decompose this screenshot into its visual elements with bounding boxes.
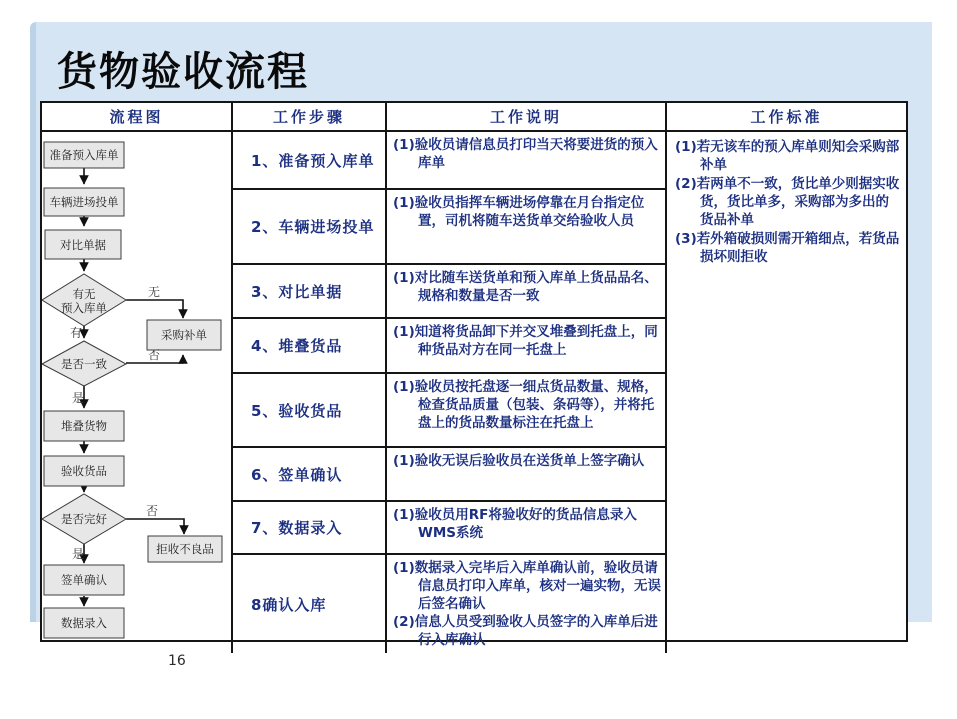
header-description: 工作说明 <box>387 103 667 132</box>
header-steps: 工作步骤 <box>233 103 387 132</box>
step-3: 3、对比单据 <box>233 265 387 319</box>
step-7: 7、数据录入 <box>233 502 387 555</box>
step-5: 5、验收货品 <box>233 374 387 448</box>
standards-cell <box>667 132 906 653</box>
description-line: (1)验收员请信息员打印当天将要进货的预入库单 <box>393 137 658 171</box>
step-2: 2、车辆进场投单 <box>233 190 387 265</box>
standard-line: (2)若两单不一致，货比单少则据实收货，货比单多，采购部为多出的货品补单 <box>675 176 900 229</box>
description-2 <box>387 190 667 265</box>
flow-box-sign-label: 签单确认 <box>61 573 107 587</box>
page-title: 货物验收流程 <box>57 48 309 95</box>
description-line: (1)验收员指挥车辆进场停靠在月台指定位置，司机将随车送货单交给验收人员 <box>393 195 645 229</box>
description-3 <box>387 265 667 319</box>
flow-box-reject-label: 拒收不良品 <box>156 542 214 556</box>
description-line: (1)验收员按托盘逐一细点货品数量、规格，检查货品质量（包装、条码等），并将托盘上的货品数量标注在托盘上 <box>393 379 658 431</box>
branch-label-none: 无 <box>148 285 161 299</box>
flow-box-compare-label: 对比单据 <box>60 238 106 252</box>
page-number: 16 <box>168 653 186 669</box>
description-line: (1)知道将货品卸下并交叉堆叠到托盘上，同种货品对方在同一托盘上 <box>393 324 658 358</box>
branch-label-yes-2: 是 <box>72 547 85 561</box>
flow-diamond-consistent-label: 是否一致 <box>61 357 107 371</box>
description-1 <box>387 132 667 190</box>
step-6: 6、签单确认 <box>233 448 387 502</box>
description-5 <box>387 374 667 448</box>
flow-box-data-entry-label: 数据录入 <box>61 616 107 630</box>
connector-none-branch <box>126 300 183 318</box>
step-8: 8确认入库 <box>233 555 387 653</box>
description-line: (1)数据录入完毕后入库单确认前，验收员请信息员打印入库单，核对一遍实物，无误后签名确认 <box>393 560 661 612</box>
step-1: 1、准备预入库单 <box>233 132 387 190</box>
description-line: (1)验收无误后验收员在送货单上签字确认 <box>393 453 645 469</box>
standard-line: (1)若无该车的预入库单则知会采购部补单 <box>675 139 900 174</box>
header-standards: 工作标准 <box>667 103 906 132</box>
flow-box-stack-label: 堆叠货物 <box>61 419 107 433</box>
flow-box-vehicle-label: 车辆进场投单 <box>49 195 119 209</box>
flow-diamond-has-preorder-label2: 预入库单 <box>61 301 107 315</box>
description-7 <box>387 502 667 555</box>
branch-label-no-1: 否 <box>148 348 161 362</box>
branch-label-have: 有 <box>70 326 83 340</box>
standard-line: (3)若外箱破损则需开箱细点，若货品损坏则拒收 <box>675 231 900 266</box>
flow-box-prepare-label: 准备预入库单 <box>49 148 119 162</box>
process-table <box>40 101 908 649</box>
description-4 <box>387 319 667 374</box>
flow-box-inspect-label: 验收货品 <box>61 464 107 478</box>
description-line: (2)信息人员受到验收人员签字的入库单后进行入库确认 <box>393 614 658 649</box>
description-line: (1)验收员用RF将验收好的货品信息录入WMS系统 <box>393 507 637 541</box>
description-8 <box>387 555 667 653</box>
flow-diamond-has-preorder-label1: 有无 <box>72 287 96 301</box>
description-6 <box>387 448 667 502</box>
flow-box-purchase-supplement-label: 采购补单 <box>161 328 207 342</box>
flowchart-cell <box>42 132 233 653</box>
connector-no-branch-2 <box>126 519 184 534</box>
branch-label-no-2: 否 <box>146 504 159 518</box>
header-flowchart: 流程图 <box>42 103 233 132</box>
branch-label-yes-1: 是 <box>72 391 85 405</box>
flowchart <box>42 134 231 644</box>
description-line: (1)对比随车送货单和预入库单上货品品名、规格和数量是否一致 <box>393 270 658 304</box>
step-4: 4、堆叠货品 <box>233 319 387 374</box>
flow-diamond-intact-label: 是否完好 <box>61 512 107 526</box>
